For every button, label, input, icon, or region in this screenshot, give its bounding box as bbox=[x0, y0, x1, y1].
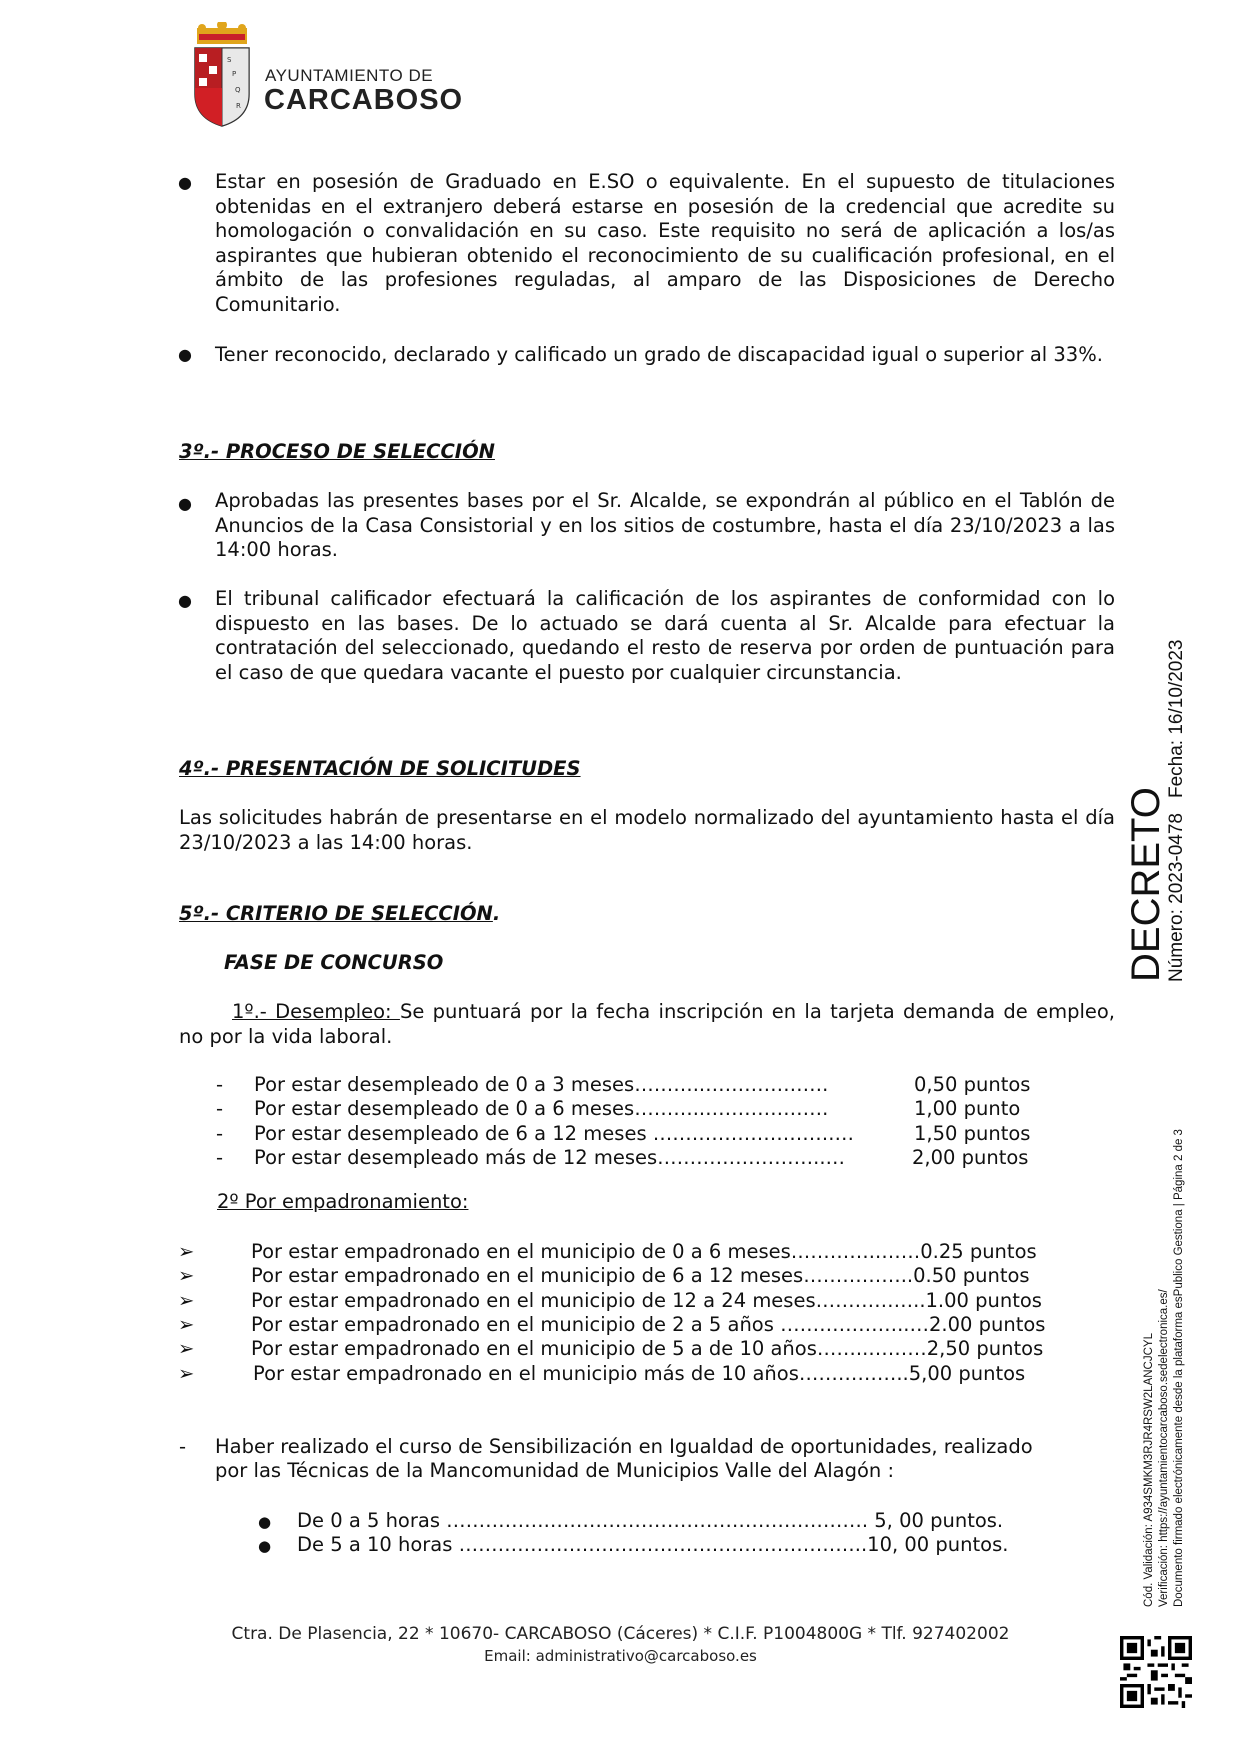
bullet: ● bbox=[178, 345, 192, 364]
footer-address: Ctra. De Plasencia, 22 * 10670- CARCABOSO (Cáceres) * C.I.F. P1004800G * Tlf. 927402002 bbox=[231, 1624, 1010, 1644]
requirement-education: Estar en posesión de Graduado en E.SO o equivalente. En el supuesto de titulaciones obtenidas en el extranjero deberá estarse en posesión de la credencial que acredite su homologación o convalidación en su caso. Este requisito no será de aplicación a los/as aspirantes que hubieran obtenido el reconocimiento de su cualificación profesional, en el ámbito de las profesiones reguladas, al amparo de las Disposiciones de Derecho Comunitario. bbox=[215, 170, 1115, 316]
list-item: - Por estar desempleado de 6 a 12 meses ……………………….… 1,50 puntos bbox=[216, 1122, 1031, 1145]
section-3-item: Aprobadas las presentes bases por el Sr. Alcalde, se expondrán al público en el Tablón de Anuncios de la Casa Consistorial y en los sitios de costumbre, hasta el día 23/10/2023 a las 14:00 horas. bbox=[215, 489, 1115, 561]
list-item: - Por estar desempleado de 0 a 6 meses………..………………. 1,00 punto bbox=[216, 1097, 1021, 1120]
list-item: - Por estar desempleado más de 12 meses……………………..… 2,00 puntos bbox=[216, 1146, 1029, 1169]
shield-letter: Q bbox=[235, 86, 241, 94]
qr-code-icon[interactable] bbox=[1120, 1636, 1192, 1708]
unemployment-text: Se puntuará por la fecha inscripción en la tarjeta demanda de empleo, no por la vida laboral. bbox=[179, 1000, 1115, 1048]
verification-url: Verificación: https://ayuntamientocarcaboso.sedelectronica.es/ bbox=[1158, 1289, 1170, 1607]
validation-code: Cód. Validación: A934SMKM3RJR4RSW2LANCJCYL bbox=[1143, 1333, 1155, 1607]
list-item: - Por estar desempleado de 0 a 3 meses………..………………. 0,50 puntos bbox=[216, 1073, 1031, 1096]
arrow-icon: ➢ bbox=[178, 1264, 195, 1287]
logo-title: CARCABOSO bbox=[264, 84, 464, 116]
list-item: ➢ Por estar empadronado en el municipio de 12 a 24 meses……………..1.00 puntos bbox=[178, 1289, 1042, 1312]
bullet: ● bbox=[178, 173, 192, 192]
logo-subtitle: AYUNTAMIENTO DE bbox=[265, 66, 434, 85]
signed-notice: Documento firmado electrónicamente desde la plataforma esPublico Gestiona | Página 2 de 3 bbox=[1173, 1129, 1185, 1607]
section-3-item: El tribunal calificador efectuará la calificación de los aspirantes de conformidad con lo dispuesto en las bases. De lo actuado se dará cuenta al Sr. Alcalde para efectuar la contratación del seleccionado, quedando el resto de reserva por orden de puntuación para el caso de que quedara vacante el puesto por cualquier circunstancia. bbox=[215, 587, 1115, 684]
decree-date: Fecha: 16/10/2023 bbox=[1166, 639, 1187, 798]
census-label: 2º Por empadronamiento: bbox=[217, 1190, 469, 1213]
section-5-title-wrap: 5º.- CRITERIO DE SELECCIÓN. bbox=[179, 902, 501, 925]
section-3-title: 3º.- PROCESO DE SELECCIÓN bbox=[179, 440, 495, 463]
arrow-icon: ➢ bbox=[178, 1289, 195, 1312]
coat-of-arms-icon bbox=[187, 22, 257, 128]
requirement-disability: Tener reconocido, declarado y calificado un grado de discapacidad igual o superior al 33%. bbox=[215, 343, 1103, 366]
section-5-title: 5º.- CRITERIO DE SELECCIÓN bbox=[179, 902, 493, 925]
section-4-text: Las solicitudes habrán de presentarse en el modelo normalizado del ayuntamiento hasta el día 23/10/2023 a las 14:00 horas. bbox=[179, 806, 1115, 854]
unemployment-paragraph bbox=[179, 1000, 1115, 1049]
bullet: ● bbox=[178, 591, 192, 610]
shield-letter: R bbox=[236, 102, 241, 110]
course-text-line: Haber realizado el curso de Sensibilización en Igualdad de oportunidades, realizado bbox=[215, 1435, 1033, 1458]
list-item: ➢ Por estar empadronado en el municipio de 2 a 5 años ………………..…2.00 puntos bbox=[178, 1313, 1046, 1336]
bullet: ● bbox=[178, 494, 192, 513]
decree-number: Número: 2023-0478 bbox=[1166, 813, 1187, 982]
footer-email: Email: administrativo@carcaboso.es bbox=[484, 1647, 757, 1665]
list-item: ➢ Por estar empadronado en el municipio más de 10 años……………..5,00 puntos bbox=[178, 1362, 1026, 1385]
section-4-title: 4º.- PRESENTACIÓN DE SOLICITUDES bbox=[179, 757, 581, 780]
list-item: ● De 0 a 5 horas …………….…………………………………………. 5, 00 puntos. bbox=[258, 1509, 1004, 1532]
course-text-line: por las Técnicas de la Mancomunidad de Municipios Valle del Alagón : bbox=[215, 1459, 895, 1482]
unemployment-label: 1º.- Desempleo: bbox=[232, 1000, 400, 1023]
list-item: ● De 5 a 10 horas …………….………………………………………..10, 00 puntos. bbox=[258, 1533, 1009, 1556]
phase-title: FASE DE CONCURSO bbox=[224, 951, 444, 974]
list-item: ➢ Por estar empadronado en el municipio de 6 a 12 meses……………..0.50 puntos bbox=[178, 1264, 1030, 1287]
list-item: ➢ Por estar empadronado en el municipio de 0 a 6 meses…………..……0.25 puntos bbox=[178, 1240, 1037, 1263]
arrow-icon: ➢ bbox=[178, 1362, 195, 1385]
arrow-icon: ➢ bbox=[178, 1313, 195, 1336]
list-item: ➢ Por estar empadronado en el municipio de 5 a de 10 años……..………2,50 puntos bbox=[178, 1337, 1044, 1360]
arrow-icon: ➢ bbox=[178, 1240, 195, 1263]
decree-label: DECRETO bbox=[1124, 787, 1168, 982]
shield-letter: P bbox=[232, 70, 237, 78]
municipality-logo bbox=[165, 22, 464, 132]
shield-letter: S bbox=[227, 56, 232, 64]
arrow-icon: ➢ bbox=[178, 1337, 195, 1360]
